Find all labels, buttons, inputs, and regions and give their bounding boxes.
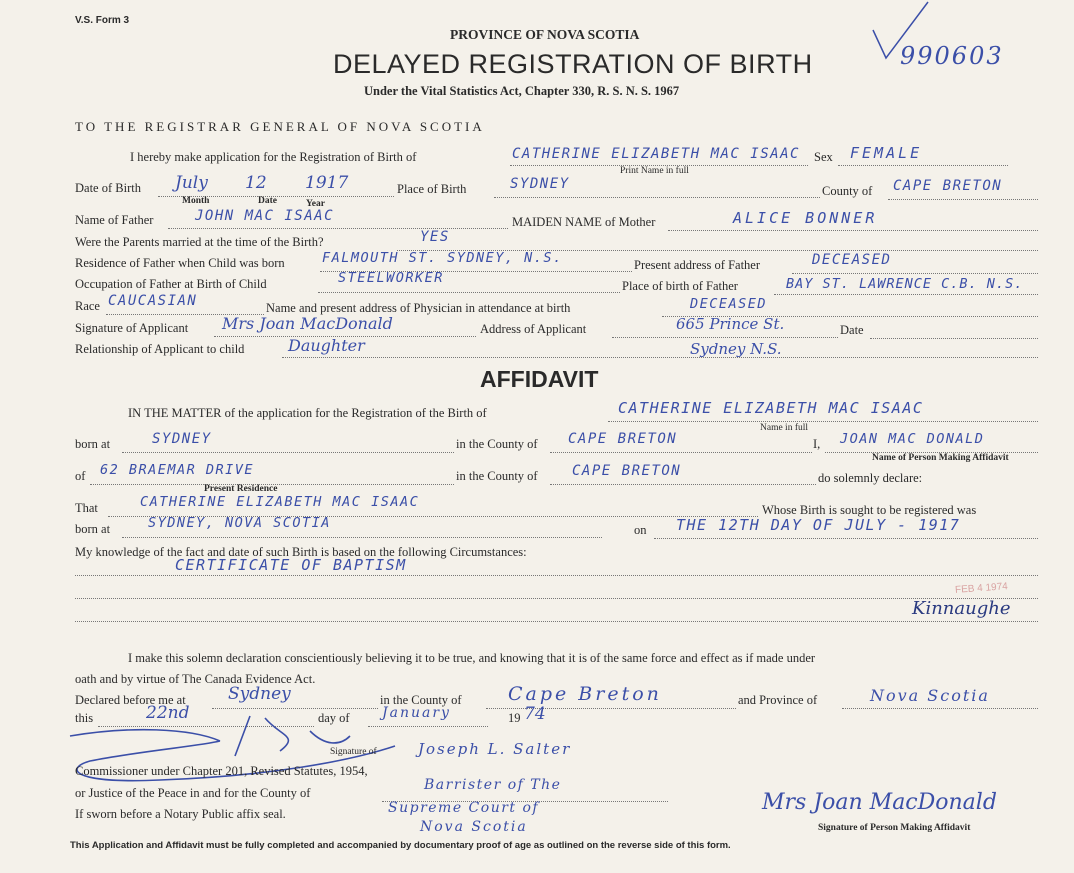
label-year: Year: [306, 199, 325, 209]
label-physician: Name and present address of Physician in attendance at birth: [266, 301, 571, 315]
label-commissioner: Commissioner under Chapter 201, Revised Statutes, 1954,: [75, 764, 368, 778]
married: YES: [420, 229, 450, 245]
label-i: I,: [813, 437, 821, 451]
label-born-at-2: born at: [75, 522, 111, 536]
label-place-birth-father: Place of birth of Father: [622, 279, 738, 293]
label-mother: MAIDEN NAME of Mother: [512, 215, 656, 229]
label-in-county-2: in the County of: [456, 469, 538, 483]
occupation-father: STEELWORKER: [338, 270, 444, 286]
father-name: JOHN MAC ISAAC: [195, 208, 335, 224]
label-signature-person: Signature of Person Making Affidavit: [818, 823, 971, 833]
race: CAUCASIAN: [108, 293, 198, 309]
label-solemnly: do solemnly declare:: [818, 471, 923, 485]
declared-month: January: [382, 705, 451, 721]
child-sex: FEMALE: [850, 144, 923, 162]
justice-county: Barrister of The: [424, 777, 562, 793]
label-father: Name of Father: [75, 213, 154, 227]
label-dob: Date of Birth: [75, 181, 141, 195]
label-knowledge: My knowledge of the fact and date of such Birth is based on the following Circumstances:: [75, 545, 527, 559]
label-signature-applicant: Signature of Applicant: [75, 321, 189, 335]
footer-note: This Application and Affidavit must be fully completed and accompanied by documentary proof of age as outlined on the reverse side of this form.: [70, 840, 731, 851]
label-day-of: day of: [318, 711, 350, 725]
label-married: Were the Parents married at the time of the Birth?: [75, 235, 324, 249]
declared-at: Sydney: [228, 684, 291, 704]
declared-year: 74: [524, 704, 546, 724]
label-matter: IN THE MATTER of the application for the Registration of the Birth of: [128, 406, 487, 420]
justice-line-2: Supreme Court of: [388, 800, 540, 816]
child-name: CATHERINE ELIZABETH MAC ISAAC: [512, 146, 800, 162]
label-this: this: [75, 711, 94, 725]
declaration-text-2: oath and by virtue of The Canada Evidence Act.: [75, 672, 316, 686]
dob-year: 1917: [305, 173, 349, 193]
form-code: V.S. Form 3: [75, 15, 130, 26]
affidavit-born-at-2: SYDNEY, NOVA SCOTIA: [148, 515, 331, 531]
affidavit-county: CAPE BRETON: [568, 431, 678, 447]
label-race: Race: [75, 299, 100, 313]
dob-month: July: [175, 173, 208, 193]
justice-line-3: Nova Scotia: [420, 819, 528, 835]
commissioner-name: Joseph L. Salter: [418, 740, 572, 758]
signature-applicant: Mrs Joan MacDonald: [222, 314, 393, 333]
label-justice: or Justice of the Peace in and for the County of: [75, 786, 311, 800]
label-notary: If sworn before a Notary Public affix seal.: [75, 807, 286, 821]
label-year-prefix: 19: [508, 711, 521, 725]
label-occupation-father: Occupation of Father at Birth of Child: [75, 277, 267, 291]
label-in-county-1: in the County of: [456, 437, 538, 451]
label-month: Month: [182, 196, 210, 206]
stamp-signature: Kinnaughe: [912, 598, 1011, 619]
received-stamp-date: FEB 4 1974: [954, 581, 1009, 596]
affidavit-child-name: CATHERINE ELIZABETH MAC ISAAC: [618, 399, 924, 417]
label-place-of-birth: Place of Birth: [397, 182, 467, 196]
label-signature-of: Signature of: [330, 747, 377, 757]
label-born-at: born at: [75, 437, 111, 451]
address-applicant-line1: 665 Prince St.: [676, 315, 785, 333]
affidavit-person: JOAN MAC DONALD: [840, 431, 985, 447]
label-address-applicant: Address of Applicant: [480, 322, 587, 336]
label-present-address-father: Present address of Father: [634, 258, 761, 272]
addressee: TO THE REGISTRAR GENERAL OF NOVA SCOTIA: [75, 119, 485, 134]
label-county: County of: [822, 184, 873, 198]
form-subtitle: Under the Vital Statistics Act, Chapter 330, R. S. N. S. 1967: [364, 84, 680, 98]
label-sex: Sex: [814, 150, 833, 164]
affidavit-heading: AFFIDAVIT: [480, 366, 599, 392]
residence-father: FALMOUTH ST. SYDNEY, N.S.: [322, 250, 563, 266]
label-on: on: [634, 523, 647, 537]
label-present-residence: Present Residence: [204, 484, 278, 494]
label-that: That: [75, 501, 98, 515]
place-birth-father: BAY ST. LAWRENCE C.B. N.S.: [786, 276, 1024, 292]
form-title: DELAYED REGISTRATION OF BIRTH: [333, 49, 813, 79]
declared-day: 22nd: [146, 703, 190, 723]
affidavit-on-date: THE 12TH DAY OF JULY - 1917: [676, 516, 961, 534]
relationship: Daughter: [288, 336, 365, 355]
label-residence-father: Residence of Father when Child was born: [75, 256, 285, 270]
label-name-in-full: Name in full: [760, 423, 809, 433]
present-address-father: DECEASED: [812, 252, 892, 268]
affidavit-circumstance: CERTIFICATE OF BAPTISM: [175, 556, 407, 574]
label-of: of: [75, 469, 86, 483]
registration-number: 990603: [900, 42, 1004, 70]
label-name-person: Name of Person Making Affidavit: [872, 453, 1009, 463]
province-heading: PROVINCE OF NOVA SCOTIA: [450, 27, 640, 42]
affiant-signature: Mrs Joan MacDonald: [762, 790, 997, 815]
place-of-birth: SYDNEY: [510, 176, 570, 192]
mother-name: ALICE BONNER: [733, 209, 878, 227]
label-in-county-3: in the County of: [380, 693, 462, 707]
affidavit-residence: 62 BRAEMAR DRIVE: [100, 462, 255, 478]
label-relationship: Relationship of Applicant to child: [75, 342, 245, 356]
label-whose-birth: Whose Birth is sought to be registered was: [762, 503, 977, 517]
address-applicant-line2: Sydney N.S.: [690, 340, 782, 358]
label-province: and Province of: [738, 693, 818, 707]
label-date: Date: [258, 196, 277, 206]
declared-province: Nova Scotia: [870, 686, 990, 705]
declared-county: Cape Breton: [508, 683, 662, 705]
label-declared: Declared before me at: [75, 693, 186, 707]
physician: DECEASED: [690, 296, 768, 312]
affidavit-county-2: CAPE BRETON: [572, 463, 682, 479]
affidavit-that-name: CATHERINE ELIZABETH MAC ISAAC: [140, 494, 420, 510]
county: CAPE BRETON: [893, 178, 1003, 194]
label-application: I hereby make application for the Registration of Birth of: [130, 150, 417, 164]
affidavit-born-at: SYDNEY: [152, 431, 212, 447]
label-print-name: Print Name in full: [620, 166, 689, 176]
declaration-text-1: I make this solemn declaration conscientiously believing it to be true, and knowing that it is of the same force and effect as if made under: [128, 651, 816, 665]
dob-date: 12: [245, 173, 267, 193]
label-date: Date: [840, 323, 864, 337]
